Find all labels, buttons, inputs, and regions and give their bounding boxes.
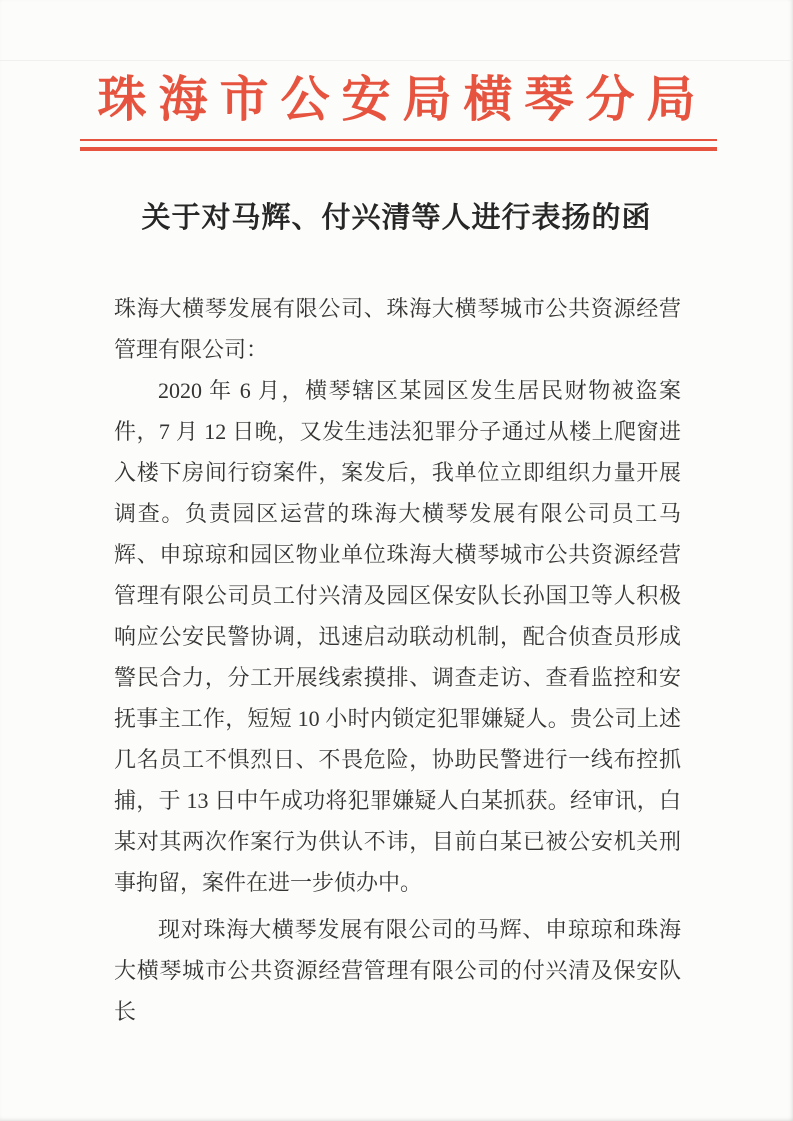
agency-letterhead: 珠海市公安局横琴分局: [97, 72, 708, 127]
letter-body: [114, 288, 681, 1032]
letterhead-divider-thick: [80, 147, 717, 151]
body-paragraph-2: 现对珠海大横琴发展有限公司的马辉、申琼琼和珠海大横琴城市公共资源经营管理有限公司的付兴清及保安队长: [114, 917, 681, 1024]
body-paragraph-1: 2020 年 6 月，横琴辖区某园区发生居民财物被盗案件，7 月 12 日晚，又发生违法犯罪分子通过从楼上爬窗进入楼下房间行窃案件，案发后，我单位立即组织力量开展调查。负责园区运营的珠海大横琴发展有限公司员工马辉、申琼琼和园区物业单位珠海大横琴城市公共资源经营管理有限公司员工付兴清及园区保安队长孙国卫等人积极响应公安民警协调，迅速启动联动机制，配合侦查员形成警民合力，分工开展线索摸排、调查走访、查看监控和安抚事主工作，短短 10 小时内锁定犯罪嫌疑人。贵公司上述几名员工不惧烈日、不畏危险，协助民警进行一线布控抓捕，于 13 日中午成功将犯罪嫌疑人白某抓获。经审讯，白某对其两次作案行为供认不讳，目前白某已被公安机关刑事拘留，案件在进一步侦办中。: [114, 378, 681, 895]
letterhead-divider-thin: [80, 139, 717, 141]
document-title: 关于对马辉、付兴清等人进行表扬的函: [141, 202, 652, 234]
scan-artifact-line: [0, 60, 793, 61]
salutation: 珠海大横琴发展有限公司、珠海大横琴城市公共资源经营管理有限公司：: [114, 296, 681, 362]
